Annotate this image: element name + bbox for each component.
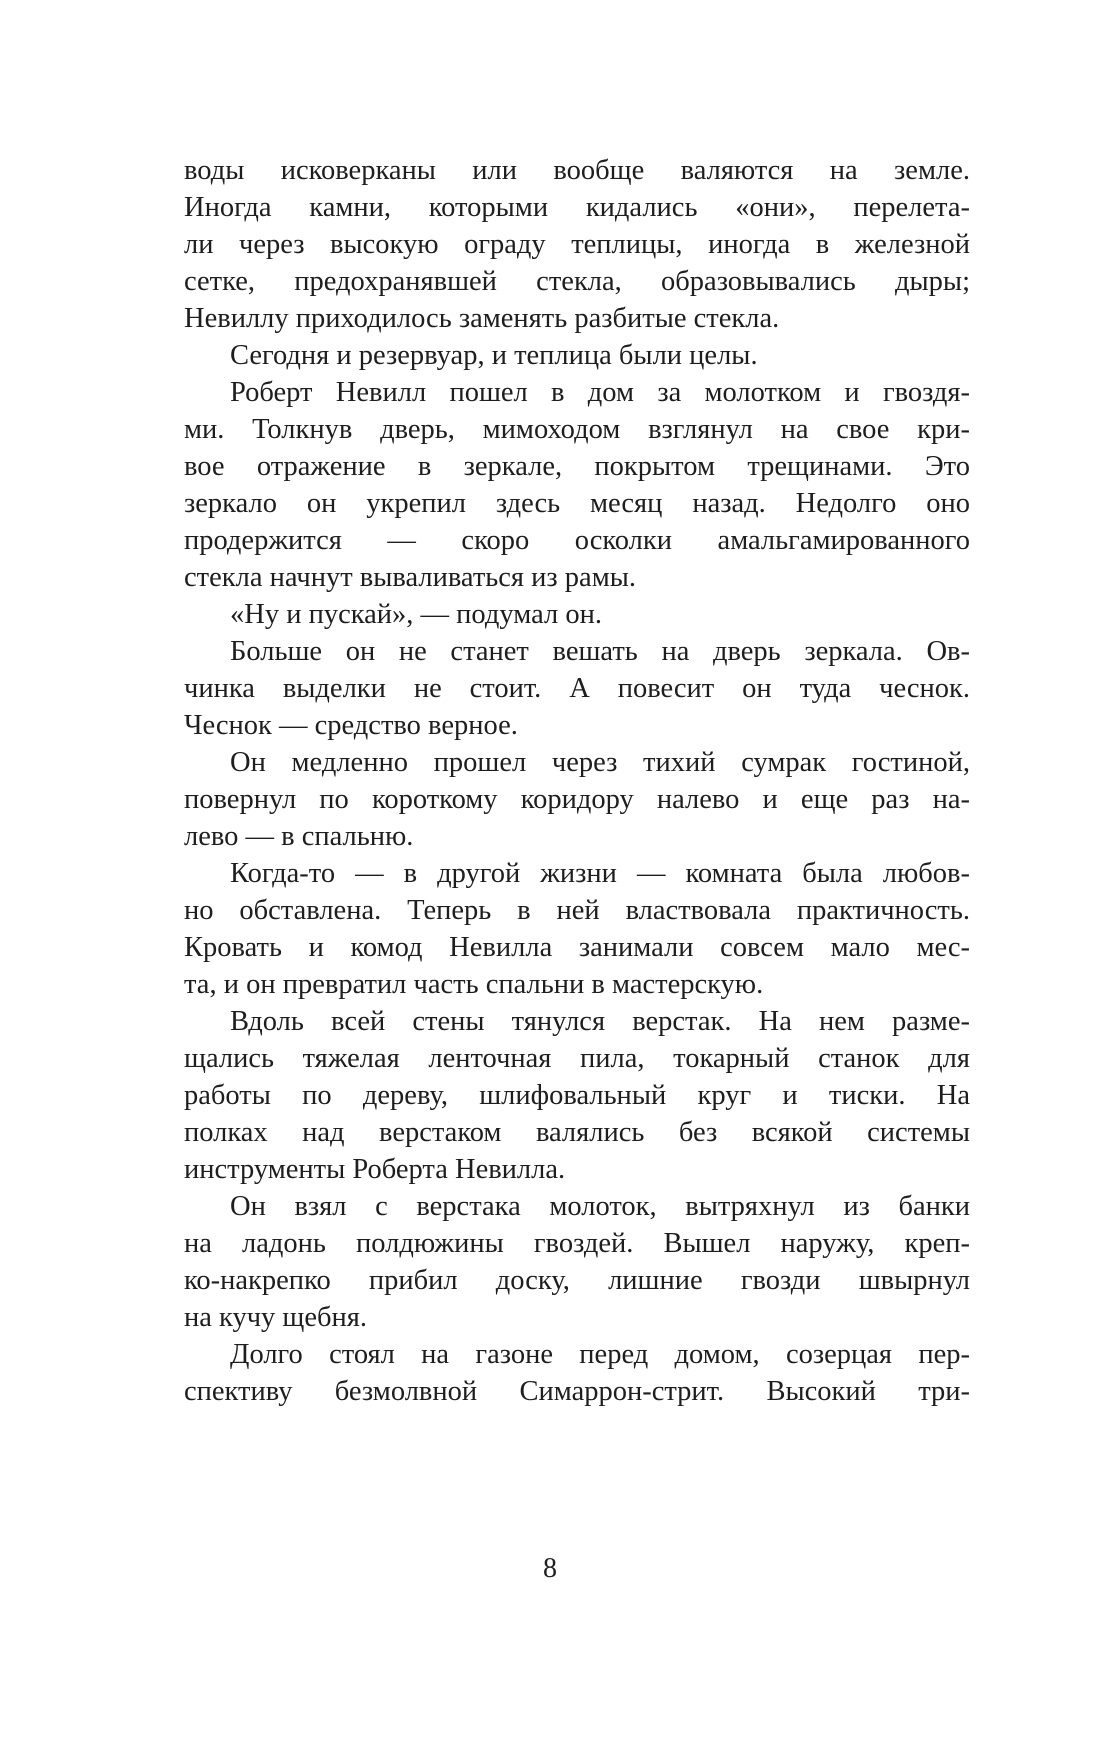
text-line: Когда-то — в другой жизни — комната была любов-	[230, 858, 970, 889]
text-line: продержится — скоро осколки амальгамированного	[184, 525, 970, 556]
text-line: работы по дереву, шлифовальный круг и тиски. На	[184, 1080, 970, 1111]
text-line: Вдоль всей стены тянулся верстак. На нем разме-	[230, 1006, 970, 1037]
text-line: та, и он превратил часть спальни в мастерскую.	[184, 969, 764, 1000]
body-text	[184, 152, 970, 1410]
text-line: чинка выделки не стоит. А повесит он туда чеснок.	[184, 673, 970, 704]
text-line: зеркало он укрепил здесь месяц назад. Недолго оно	[184, 488, 970, 519]
text-line: лево — в спальню.	[184, 821, 414, 852]
text-line: ми. Толкнув дверь, мимоходом взглянул на свое кри-	[184, 414, 970, 445]
text-line: на кучу щебня.	[184, 1302, 368, 1333]
text-line: Невиллу приходилось заменять разбитые стекла.	[184, 303, 780, 334]
text-line: сетке, предохранявшей стекла, образовывались дыры;	[184, 266, 970, 297]
text-line: Долго стоял на газоне перед домом, созерцая пер-	[230, 1339, 970, 1370]
text-line: щались тяжелая ленточная пила, токарный станок для	[184, 1043, 970, 1074]
text-line: Сегодня и резервуар, и теплица были целы.	[230, 340, 758, 371]
text-line: спективу безмолвной Симаррон-стрит. Высокий три-	[184, 1376, 970, 1407]
text-line: Он медленно прошел через тихий сумрак гостиной,	[230, 747, 970, 778]
text-line: но обставлена. Теперь в ней властвовала практичность.	[184, 895, 970, 926]
text-line: «Ну и пускай», — подумал он.	[230, 599, 602, 630]
text-line: ли через высокую ограду теплицы, иногда в железной	[184, 229, 970, 260]
text-line: вое отражение в зеркале, покрытом трещинами. Это	[184, 451, 970, 482]
text-line: повернул по короткому коридору налево и еще раз на-	[184, 784, 970, 815]
text-line: Больше он не станет вешать на дверь зеркала. Ов-	[230, 636, 970, 667]
page-number: 8	[543, 1553, 557, 1584]
text-line: инструменты Роберта Невилла.	[184, 1154, 566, 1185]
text-line: стекла начнут вываливаться из рамы.	[184, 562, 637, 593]
text-line: Роберт Невилл пошел в дом за молотком и гвоздя-	[230, 377, 970, 408]
text-line: на ладонь полдюжины гвоздей. Вышел наружу, креп-	[184, 1228, 970, 1259]
text-line: Кровать и комод Невилла занимали совсем мало мес-	[184, 932, 970, 963]
text-line: воды исковерканы или вообще валяются на земле.	[184, 155, 970, 186]
text-line: Иногда камни, которыми кидались «они», перелета-	[184, 192, 970, 223]
text-line: Чеснок — средство верное.	[184, 710, 518, 741]
text-line: ко-накрепко прибил доску, лишние гвозди швырнул	[184, 1265, 970, 1296]
text-line: Он взял с верстака молоток, вытряхнул из банки	[230, 1191, 970, 1222]
text-line: полках над верстаком валялись без всякой системы	[184, 1117, 970, 1148]
